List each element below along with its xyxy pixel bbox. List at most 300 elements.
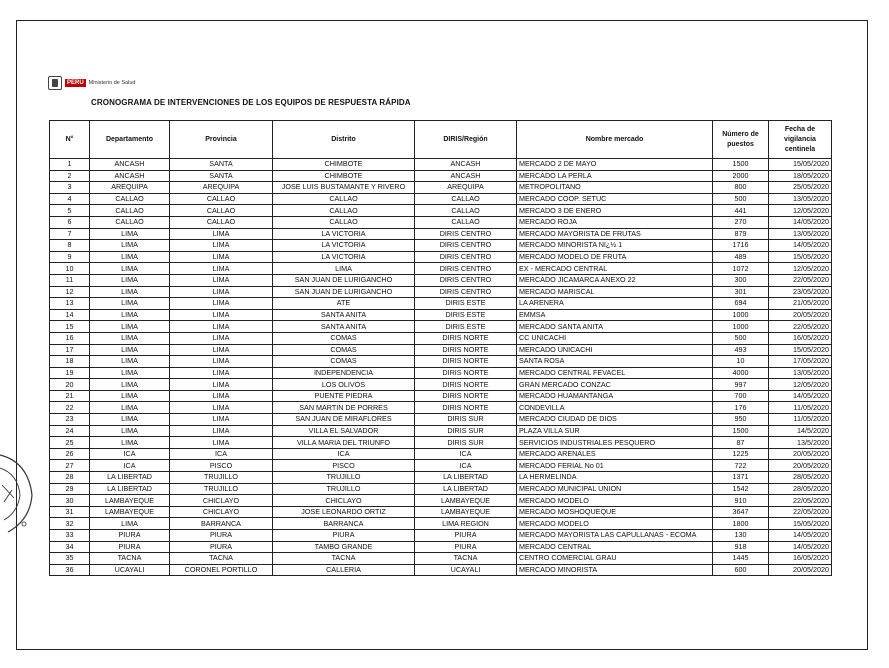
cell-department: LIMA xyxy=(90,344,170,356)
table-row xyxy=(50,240,832,252)
cell-date: 14/05/2020 xyxy=(769,390,832,402)
cell-stalls: 489 xyxy=(713,251,769,263)
cell-diris: DIRIS NORTE xyxy=(415,344,517,356)
cell-market: MERCADO CIUDAD DE DIOS xyxy=(517,414,713,426)
cell-province: LIMA xyxy=(170,414,273,426)
cell-market: MERCADO CENTRAL xyxy=(517,541,713,553)
cell-department: TACNA xyxy=(90,553,170,565)
cell-diris: PIURA xyxy=(415,541,517,553)
cell-stalls: 176 xyxy=(713,402,769,414)
cell-market: MERCADO MODELO xyxy=(517,495,713,507)
cell-number: 36 xyxy=(50,564,90,576)
table-row xyxy=(50,332,832,344)
cell-number: 6 xyxy=(50,216,90,228)
table-row xyxy=(50,448,832,460)
table-row xyxy=(50,495,832,507)
cell-stalls: 1000 xyxy=(713,309,769,321)
cell-province: LIMA xyxy=(170,425,273,437)
cell-diris: DIRIS NORTE xyxy=(415,356,517,368)
cell-province: LIMA xyxy=(170,367,273,379)
cell-district: LA VICTORIA xyxy=(273,228,415,240)
cell-date: 13/5/2020 xyxy=(769,437,832,449)
cell-district: CHIMBOTE xyxy=(273,170,415,182)
cell-province: LIMA xyxy=(170,228,273,240)
cell-department: LIMA xyxy=(90,274,170,286)
cell-department: LIMA xyxy=(90,298,170,310)
cell-province: SANTA xyxy=(170,159,273,171)
table-body xyxy=(50,159,832,576)
cell-province: LIMA xyxy=(170,379,273,391)
table-row xyxy=(50,298,832,310)
table-row xyxy=(50,553,832,565)
cell-diris: DIRIS ESTE xyxy=(415,321,517,333)
cell-date: 13/05/2020 xyxy=(769,193,832,205)
table-row xyxy=(50,390,832,402)
cell-number: 16 xyxy=(50,332,90,344)
cell-number: 13 xyxy=(50,298,90,310)
cell-district: ATE xyxy=(273,298,415,310)
cell-date: 20/05/2020 xyxy=(769,309,832,321)
col-department-header: Departamento xyxy=(90,121,170,159)
cell-number: 27 xyxy=(50,460,90,472)
cell-market: CENTRO COMERCIAL GRAU xyxy=(517,553,713,565)
cell-department: LAMBAYEQUE xyxy=(90,495,170,507)
cell-date: 16/05/2020 xyxy=(769,332,832,344)
cell-department: LIMA xyxy=(90,367,170,379)
cell-diris: ANCASH xyxy=(415,159,517,171)
cell-province: TRUJILLO xyxy=(170,472,273,484)
cell-stalls: 87 xyxy=(713,437,769,449)
cell-number: 20 xyxy=(50,379,90,391)
cell-diris: CALLAO xyxy=(415,205,517,217)
cell-department: LIMA xyxy=(90,332,170,344)
cell-date: 15/05/2020 xyxy=(769,251,832,263)
cell-diris: CALLAO xyxy=(415,193,517,205)
table-row xyxy=(50,182,832,194)
cell-diris: ICA xyxy=(415,448,517,460)
cell-date: 15/05/2020 xyxy=(769,344,832,356)
cell-province: LIMA xyxy=(170,309,273,321)
table-row xyxy=(50,425,832,437)
cell-stalls: 10 xyxy=(713,356,769,368)
table-row xyxy=(50,286,832,298)
cell-stalls: 1800 xyxy=(713,518,769,530)
cell-district: SAN JUAN DE MIRAFLORES xyxy=(273,414,415,426)
cell-province: LIMA xyxy=(170,321,273,333)
cell-province: LIMA xyxy=(170,274,273,286)
cell-district: TRUJILLO xyxy=(273,483,415,495)
cell-stalls: 1542 xyxy=(713,483,769,495)
cell-department: LIMA xyxy=(90,251,170,263)
cell-stalls: 441 xyxy=(713,205,769,217)
cell-date: 12/05/2020 xyxy=(769,379,832,391)
cell-diris: ICA xyxy=(415,460,517,472)
cell-date: 14/05/2020 xyxy=(769,541,832,553)
cell-stalls: 1445 xyxy=(713,553,769,565)
cell-stalls: 493 xyxy=(713,344,769,356)
cell-date: 14/05/2020 xyxy=(769,216,832,228)
cell-stalls: 500 xyxy=(713,193,769,205)
cell-stalls: 1000 xyxy=(713,321,769,333)
cell-stalls: 694 xyxy=(713,298,769,310)
cell-district: PIURA xyxy=(273,530,415,542)
cell-diris: DIRIS CENTRO xyxy=(415,240,517,252)
cell-district: SAN JUAN DE LURIGANCHO xyxy=(273,274,415,286)
cell-date: 28/05/2020 xyxy=(769,472,832,484)
cell-province: PIURA xyxy=(170,541,273,553)
cell-district: CALLAO xyxy=(273,216,415,228)
cell-diris: DIRIS NORTE xyxy=(415,332,517,344)
cell-department: LIMA xyxy=(90,437,170,449)
cell-district: LIMA xyxy=(273,263,415,275)
cell-province: AREQUIPA xyxy=(170,182,273,194)
cell-market: EX - MERCADO CENTRAL xyxy=(517,263,713,275)
cell-date: 22/05/2020 xyxy=(769,321,832,333)
cell-province: LIMA xyxy=(170,402,273,414)
table-row xyxy=(50,205,832,217)
cell-district: PISCO xyxy=(273,460,415,472)
cell-district: JOSE LUIS BUSTAMANTE Y RIVERO xyxy=(273,182,415,194)
cell-department: LIMA xyxy=(90,228,170,240)
cell-date: 13/05/2020 xyxy=(769,367,832,379)
cell-diris: DIRIS SUR xyxy=(415,437,517,449)
cell-diris: DIRIS CENTRO xyxy=(415,286,517,298)
cell-market: MERCADO ROJA xyxy=(517,216,713,228)
col-district-header: Distrito xyxy=(273,121,415,159)
table-row xyxy=(50,379,832,391)
cell-stalls: 1500 xyxy=(713,425,769,437)
table-row xyxy=(50,460,832,472)
table-row xyxy=(50,193,832,205)
cell-district: JOSE LEONARDO ORTIZ xyxy=(273,506,415,518)
cell-department: LAMBAYEQUE xyxy=(90,506,170,518)
cell-market: MERCADO MODELO DE FRUTA xyxy=(517,251,713,263)
cell-province: CALLAO xyxy=(170,205,273,217)
cell-date: 14/05/2020 xyxy=(769,240,832,252)
cell-stalls: 700 xyxy=(713,390,769,402)
cell-department: LA LIBERTAD xyxy=(90,472,170,484)
cell-date: 20/05/2020 xyxy=(769,564,832,576)
cell-department: LIMA xyxy=(90,379,170,391)
cell-date: 17/05/2020 xyxy=(769,356,832,368)
cell-date: 16/05/2020 xyxy=(769,553,832,565)
cell-province: LIMA xyxy=(170,286,273,298)
cell-department: LIMA xyxy=(90,414,170,426)
cell-stalls: 4000 xyxy=(713,367,769,379)
cell-diris: DIRIS NORTE xyxy=(415,379,517,391)
cell-district: LOS OLIVOS xyxy=(273,379,415,391)
table-row xyxy=(50,251,832,263)
cell-diris: AREQUIPA xyxy=(415,182,517,194)
cell-market: MERCADO 3 DE ENERO xyxy=(517,205,713,217)
cell-province: LIMA xyxy=(170,240,273,252)
cell-department: LIMA xyxy=(90,356,170,368)
cell-number: 2 xyxy=(50,170,90,182)
cell-date: 11/05/2020 xyxy=(769,414,832,426)
cell-date: 22/05/2020 xyxy=(769,274,832,286)
cell-market: LA ARENERA xyxy=(517,298,713,310)
cell-date: 15/05/2020 xyxy=(769,518,832,530)
cell-number: 35 xyxy=(50,553,90,565)
cell-market: MERCADO UNICACHI xyxy=(517,344,713,356)
table-row xyxy=(50,506,832,518)
cell-district: TAMBO GRANDE xyxy=(273,541,415,553)
cell-diris: DIRIS ESTE xyxy=(415,309,517,321)
cell-diris: DIRIS SUR xyxy=(415,414,517,426)
cell-diris: ANCASH xyxy=(415,170,517,182)
col-province-header: Provincia xyxy=(170,121,273,159)
cell-district: PUENTE PIEDRA xyxy=(273,390,415,402)
cell-market: MERCADO JICAMARCA ANEXO 22 xyxy=(517,274,713,286)
cell-province: CALLAO xyxy=(170,193,273,205)
cell-market: CC UNICACHI xyxy=(517,332,713,344)
cell-diris: DIRIS SUR xyxy=(415,425,517,437)
table-row xyxy=(50,309,832,321)
cell-stalls: 300 xyxy=(713,274,769,286)
cell-market: MERCADO MOSHOQUEQUE xyxy=(517,506,713,518)
cell-stalls: 3647 xyxy=(713,506,769,518)
cell-diris: DIRIS CENTRO xyxy=(415,263,517,275)
cell-province: CORONEL PORTILLO xyxy=(170,564,273,576)
cell-number: 9 xyxy=(50,251,90,263)
table-row xyxy=(50,216,832,228)
cell-date: 18/05/2020 xyxy=(769,170,832,182)
cell-district: SAN MARTIN DE PORRES xyxy=(273,402,415,414)
cell-number: 3 xyxy=(50,182,90,194)
cell-market: MERCADO LA PERLA xyxy=(517,170,713,182)
cell-department: LIMA xyxy=(90,425,170,437)
table-row xyxy=(50,274,832,286)
stamp-mark xyxy=(0,440,40,540)
cell-district: VILLA EL SALVADOR xyxy=(273,425,415,437)
col-market-header: Nombre mercado xyxy=(517,121,713,159)
coat-of-arms-icon xyxy=(48,76,62,90)
cell-date: 12/05/2020 xyxy=(769,263,832,275)
cell-stalls: 301 xyxy=(713,286,769,298)
cell-district: CHICLAYO xyxy=(273,495,415,507)
table-row xyxy=(50,414,832,426)
document-title: CRONOGRAMA DE INTERVENCIONES DE LOS EQUIPOS DE RESPUESTA RÁPIDA xyxy=(91,98,411,107)
cell-diris: DIRIS NORTE xyxy=(415,367,517,379)
cell-market: SERVICIOS INDUSTRIALES PESQUERO xyxy=(517,437,713,449)
cell-number: 34 xyxy=(50,541,90,553)
cell-stalls: 997 xyxy=(713,379,769,391)
cell-district: VILLA MARIA DEL TRIUNFO xyxy=(273,437,415,449)
cell-number: 4 xyxy=(50,193,90,205)
cell-department: LIMA xyxy=(90,518,170,530)
cell-number: 11 xyxy=(50,274,90,286)
cell-number: 31 xyxy=(50,506,90,518)
table-row xyxy=(50,437,832,449)
ministry-logo xyxy=(48,76,135,90)
cell-number: 26 xyxy=(50,448,90,460)
cell-market: MERCADO COOP. SETUC xyxy=(517,193,713,205)
cell-market: METROPOLITANO xyxy=(517,182,713,194)
cell-district: COMAS xyxy=(273,356,415,368)
cell-number: 1 xyxy=(50,159,90,171)
cell-market: CONDEVILLA xyxy=(517,402,713,414)
cell-department: LIMA xyxy=(90,263,170,275)
cell-stalls: 879 xyxy=(713,228,769,240)
cell-province: LIMA xyxy=(170,251,273,263)
cell-department: LIMA xyxy=(90,309,170,321)
cell-number: 8 xyxy=(50,240,90,252)
table-row xyxy=(50,321,832,333)
cell-department: CALLAO xyxy=(90,205,170,217)
table-row xyxy=(50,541,832,553)
cell-province: LIMA xyxy=(170,390,273,402)
cell-date: 20/05/2020 xyxy=(769,460,832,472)
cell-diris: DIRIS CENTRO xyxy=(415,228,517,240)
cell-market: MERCADO HUAMANTANGA xyxy=(517,390,713,402)
cell-department: PIURA xyxy=(90,541,170,553)
cell-stalls: 800 xyxy=(713,182,769,194)
cell-market: MERCADO SANTA ANITA xyxy=(517,321,713,333)
cell-district: CALLAO xyxy=(273,205,415,217)
cell-date: 25/05/2020 xyxy=(769,182,832,194)
table-row xyxy=(50,530,832,542)
cell-market: MERCADO ARENALES xyxy=(517,448,713,460)
cell-number: 30 xyxy=(50,495,90,507)
cell-stalls: 500 xyxy=(713,332,769,344)
cell-district: LA VICTORIA xyxy=(273,251,415,263)
cell-stalls: 722 xyxy=(713,460,769,472)
cell-province: LIMA xyxy=(170,332,273,344)
table-row xyxy=(50,483,832,495)
cell-number: 19 xyxy=(50,367,90,379)
table-row xyxy=(50,472,832,484)
cell-stalls: 270 xyxy=(713,216,769,228)
table-row xyxy=(50,344,832,356)
cell-diris: DIRIS ESTE xyxy=(415,298,517,310)
cell-date: 14/05/2020 xyxy=(769,530,832,542)
cell-district: SAN JUAN DE LURIGANCHO xyxy=(273,286,415,298)
cell-department: ANCASH xyxy=(90,170,170,182)
table-row xyxy=(50,564,832,576)
cell-date: 13/05/2020 xyxy=(769,228,832,240)
table-row xyxy=(50,367,832,379)
cell-number: 29 xyxy=(50,483,90,495)
cell-stalls: 1371 xyxy=(713,472,769,484)
cell-date: 12/05/2020 xyxy=(769,205,832,217)
cell-department: ANCASH xyxy=(90,159,170,171)
cell-province: TACNA xyxy=(170,553,273,565)
cell-province: LIMA xyxy=(170,356,273,368)
cell-number: 33 xyxy=(50,530,90,542)
cell-province: CHICLAYO xyxy=(170,506,273,518)
cell-department: CALLAO xyxy=(90,216,170,228)
cell-district: LA VICTORIA xyxy=(273,240,415,252)
cell-date: 22/05/2020 xyxy=(769,506,832,518)
cell-date: 15/05/2020 xyxy=(769,159,832,171)
table-header-row xyxy=(50,121,832,159)
cell-diris: PIURA xyxy=(415,530,517,542)
cell-number: 7 xyxy=(50,228,90,240)
cell-department: ICA xyxy=(90,448,170,460)
interventions-table xyxy=(49,120,832,576)
cell-district: TRUJILLO xyxy=(273,472,415,484)
table-row xyxy=(50,228,832,240)
cell-department: UCAYALI xyxy=(90,564,170,576)
cell-diris: CALLAO xyxy=(415,216,517,228)
col-date-header: Fecha de vigilancia centinela xyxy=(769,121,832,159)
cell-province: CALLAO xyxy=(170,216,273,228)
cell-date: 20/05/2020 xyxy=(769,448,832,460)
cell-stalls: 1500 xyxy=(713,159,769,171)
table-row xyxy=(50,402,832,414)
cell-province: LIMA xyxy=(170,437,273,449)
cell-market: MERCADO MAYORISTA DE FRUTAS xyxy=(517,228,713,240)
cell-number: 24 xyxy=(50,425,90,437)
cell-number: 22 xyxy=(50,402,90,414)
cell-stalls: 910 xyxy=(713,495,769,507)
cell-province: SANTA xyxy=(170,170,273,182)
cell-district: INDEPENDENCIA xyxy=(273,367,415,379)
cell-diris: LAMBAYEQUE xyxy=(415,495,517,507)
cell-number: 5 xyxy=(50,205,90,217)
cell-diris: UCAYALI xyxy=(415,564,517,576)
cell-stalls: 1225 xyxy=(713,448,769,460)
cell-province: PIURA xyxy=(170,530,273,542)
cell-stalls: 2000 xyxy=(713,170,769,182)
cell-province: PISCO xyxy=(170,460,273,472)
cell-number: 18 xyxy=(50,356,90,368)
cell-date: 23/05/2020 xyxy=(769,286,832,298)
table-row xyxy=(50,159,832,171)
cell-market: MERCADO MUNICIPAL UNION xyxy=(517,483,713,495)
cell-diris: LA LIBERTAD xyxy=(415,472,517,484)
cell-diris: DIRIS CENTRO xyxy=(415,274,517,286)
cell-number: 28 xyxy=(50,472,90,484)
cell-diris: TACNA xyxy=(415,553,517,565)
cell-stalls: 130 xyxy=(713,530,769,542)
cell-department: ICA xyxy=(90,460,170,472)
cell-number: 23 xyxy=(50,414,90,426)
cell-department: LIMA xyxy=(90,390,170,402)
cell-stalls: 918 xyxy=(713,541,769,553)
cell-market: MERCADO MAYORISTA LAS CAPULLANAS - ECOMA xyxy=(517,530,713,542)
cell-number: 17 xyxy=(50,344,90,356)
cell-diris: DIRIS NORTE xyxy=(415,390,517,402)
cell-stalls: 950 xyxy=(713,414,769,426)
table-row xyxy=(50,518,832,530)
table-row xyxy=(50,170,832,182)
col-diris-header: DIRIS/Región xyxy=(415,121,517,159)
cell-date: 21/05/2020 xyxy=(769,298,832,310)
cell-market: MERCADO MINORISTA Nï¿½ 1 xyxy=(517,240,713,252)
cell-number: 12 xyxy=(50,286,90,298)
cell-district: COMAS xyxy=(273,332,415,344)
cell-department: LIMA xyxy=(90,402,170,414)
cell-market: MERCADO MINORISTA xyxy=(517,564,713,576)
cell-market: MERCADO FERIAL No 01 xyxy=(517,460,713,472)
cell-stalls: 1716 xyxy=(713,240,769,252)
cell-department: PIURA xyxy=(90,530,170,542)
cell-diris: LIMA REGION xyxy=(415,518,517,530)
cell-number: 25 xyxy=(50,437,90,449)
cell-market: MERCADO 2 DE MAYO xyxy=(517,159,713,171)
col-stalls-header: Número de puestos xyxy=(713,121,769,159)
cell-province: LIMA xyxy=(170,344,273,356)
cell-diris: DIRIS CENTRO xyxy=(415,251,517,263)
ministry-name: Ministerio de Salud xyxy=(88,80,136,86)
cell-market: MERCADO MODELO xyxy=(517,518,713,530)
cell-market: EMMSA xyxy=(517,309,713,321)
cell-province: CHICLAYO xyxy=(170,495,273,507)
cell-market: SANTA ROSA xyxy=(517,356,713,368)
col-number-header: N° xyxy=(50,121,90,159)
cell-district: CHIMBOTE xyxy=(273,159,415,171)
